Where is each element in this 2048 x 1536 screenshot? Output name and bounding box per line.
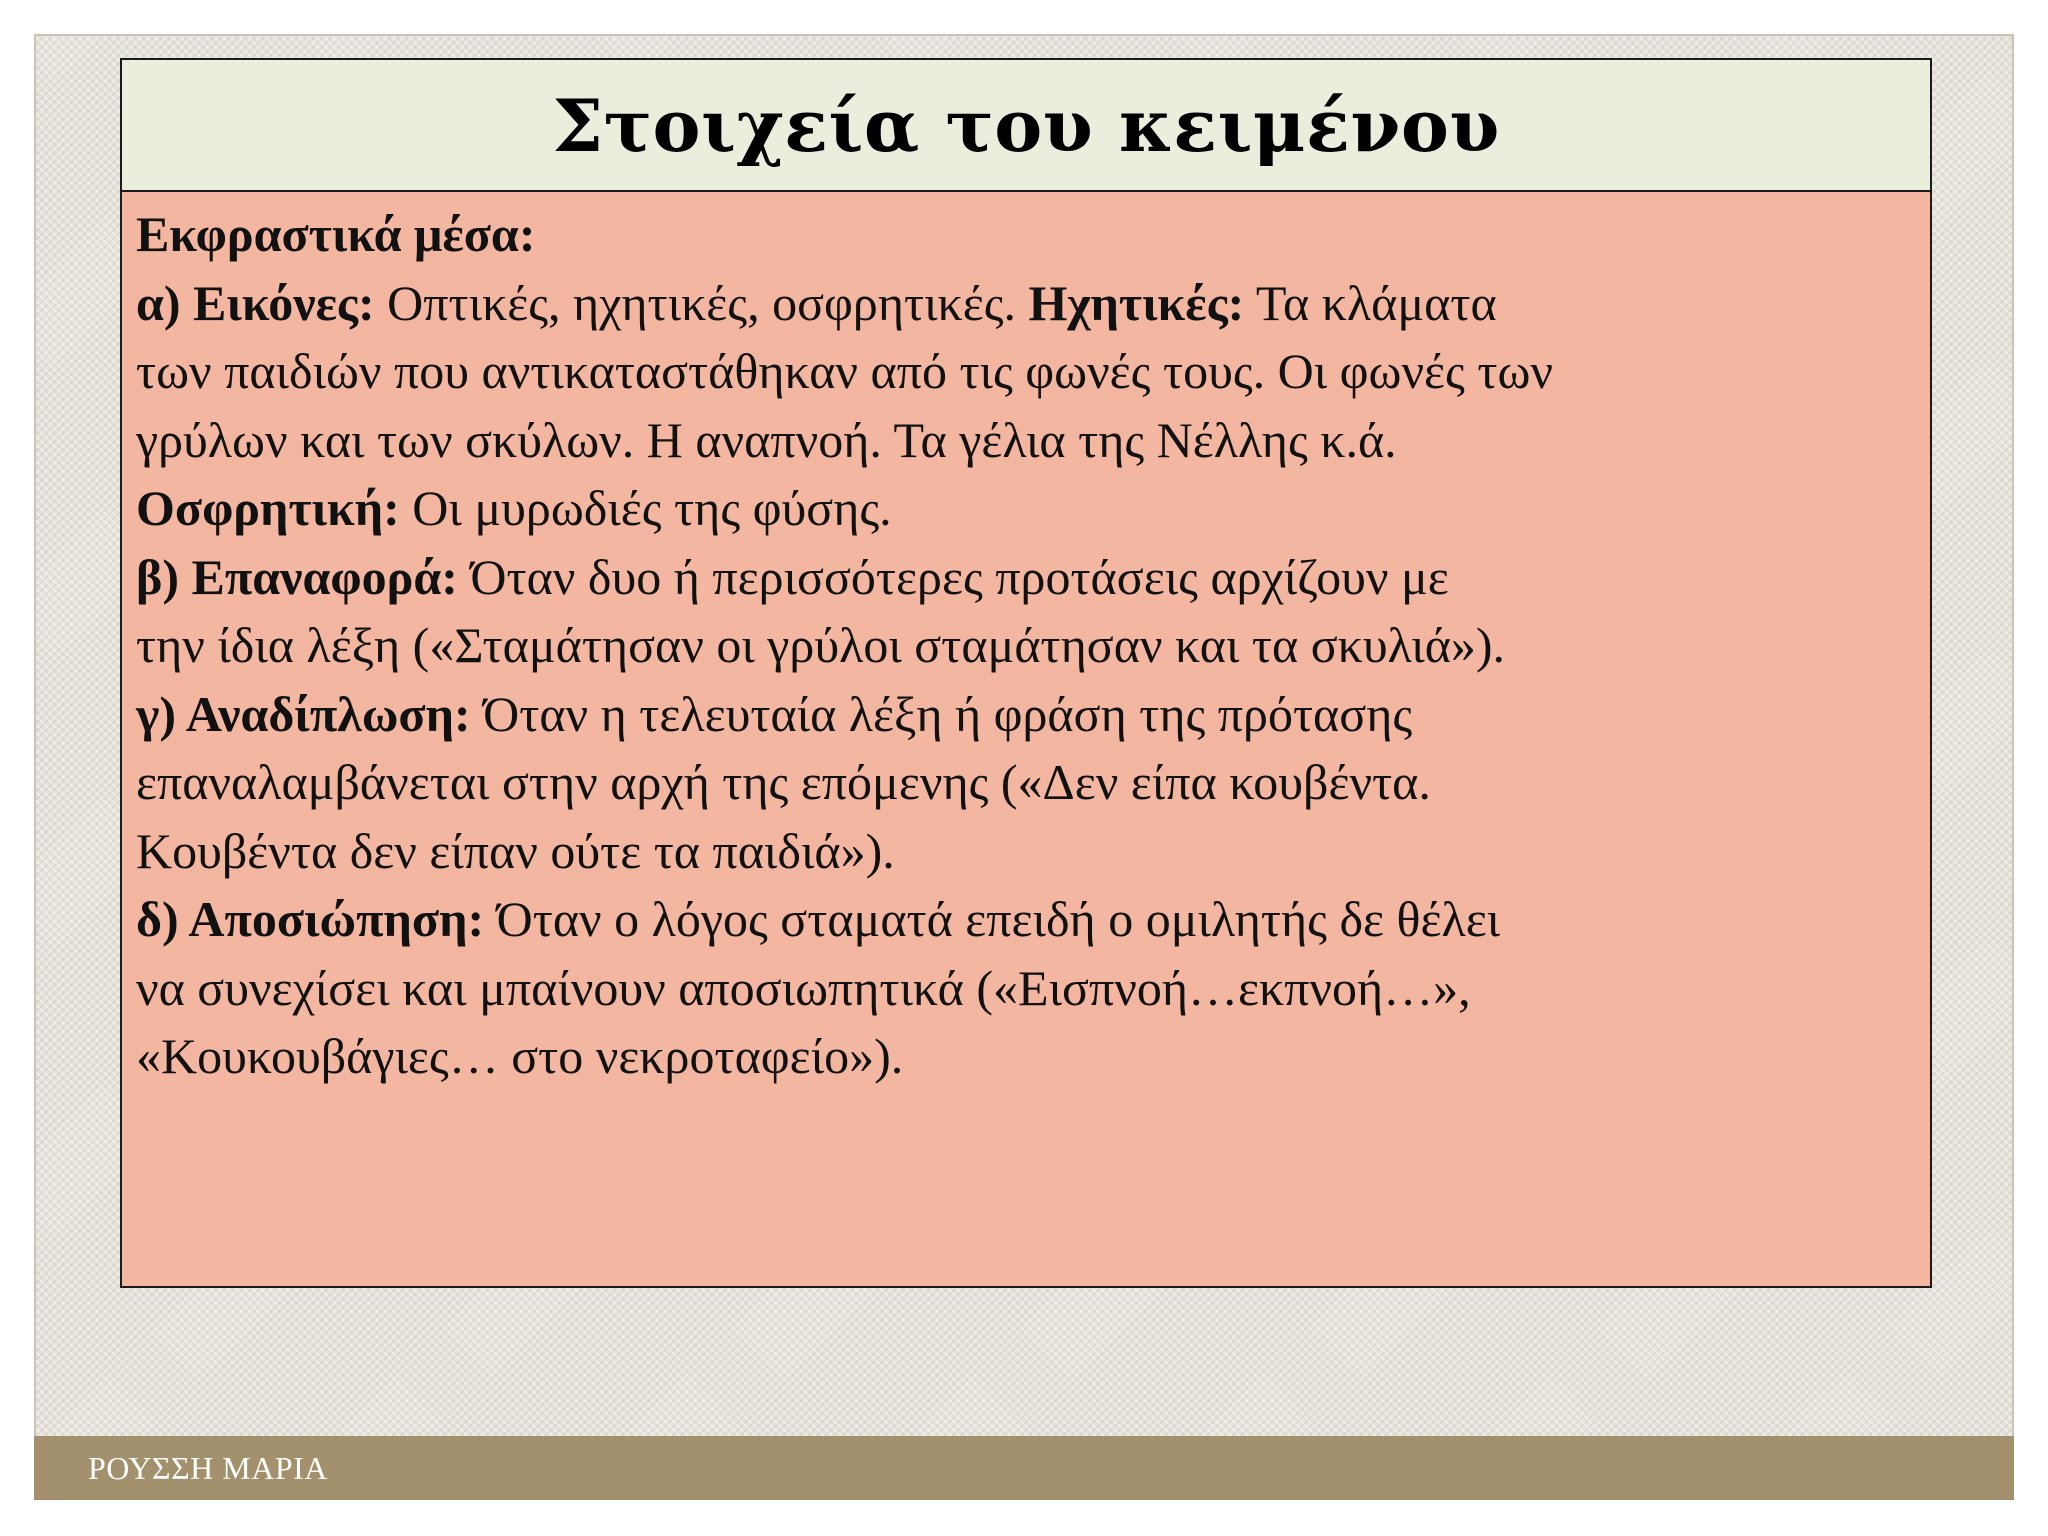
item-b-line-1 [136, 543, 1916, 612]
item-a-line-4 [136, 474, 1916, 543]
section-heading: Εκφραστικά μέσα: [136, 206, 536, 262]
item-b-text-1: Όταν δυο ή περισσότερες προτάσεις αρχίζουν με [457, 548, 1449, 605]
item-d-label: δ) Αποσιώπηση: [136, 891, 485, 947]
item-b-label: β) Επαναφορά: [136, 548, 458, 605]
item-c-line-3: Κουβέντα δεν είπαν ούτε τα παιδιά»). [136, 822, 895, 879]
item-b-line-2: την ίδια λέξη («Σταμάτησαν οι γρύλοι σταμάτησαν και τα σκυλιά»). [136, 617, 1506, 673]
footer-bar [34, 1436, 2014, 1500]
item-a-text-2: Τα κλάματα [1244, 274, 1497, 331]
item-c-line-1 [136, 680, 1916, 749]
title-bar [122, 60, 1930, 192]
item-a-label-2: Ηχητικές: [1028, 274, 1245, 331]
item-c-text-1: Όταν η τελευταία λέξη ή φράση της πρότασης [470, 685, 1413, 742]
item-a-text-1: Οπτικές, ηχητικές, οσφρητικές. [374, 274, 1029, 331]
item-a-line-1 [136, 269, 1916, 338]
item-d-line-3: «Κουκουβάγιες… στο νεκροταφείο»). [136, 1028, 904, 1084]
item-a-text-3: Οι μυρωδιές της φύσης. [399, 480, 892, 536]
item-d-line-1 [136, 885, 1916, 954]
item-c-line-2: επαναλαμβάνεται στην αρχή της επόμενης («Δεν είπα κουβέντα. [136, 754, 1431, 810]
footer-author: ΡΟΥΣΣΗ ΜΑΡΙΑ [88, 1449, 328, 1486]
item-d-line-2: να συνεχίσει και μπαίνουν αποσιωπητικά («Εισπνοή…εκπνοή…», [136, 959, 1471, 1016]
content-box [120, 58, 1932, 1288]
slide-title: Στοιχεία του κειμένου [552, 82, 1500, 168]
item-d-text-1: Όταν ο λόγος σταματά επειδή ο ομιλητής δε θέλει [484, 891, 1501, 947]
item-a-label-3: Οσφρητική: [136, 480, 400, 536]
item-a-line-2: των παιδιών που αντικαταστάθηκαν από τις φωνές τους. Οι φωνές των [136, 343, 1553, 399]
body-text [122, 192, 1930, 1091]
item-c-label: γ) Αναδίπλωση: [136, 685, 471, 742]
item-a-label: α) Εικόνες: [136, 274, 375, 331]
item-a-line-3: γρύλων και των σκύλων. Η αναπνοή. Τα γέλια της Νέλλης κ.ά. [136, 411, 1397, 468]
